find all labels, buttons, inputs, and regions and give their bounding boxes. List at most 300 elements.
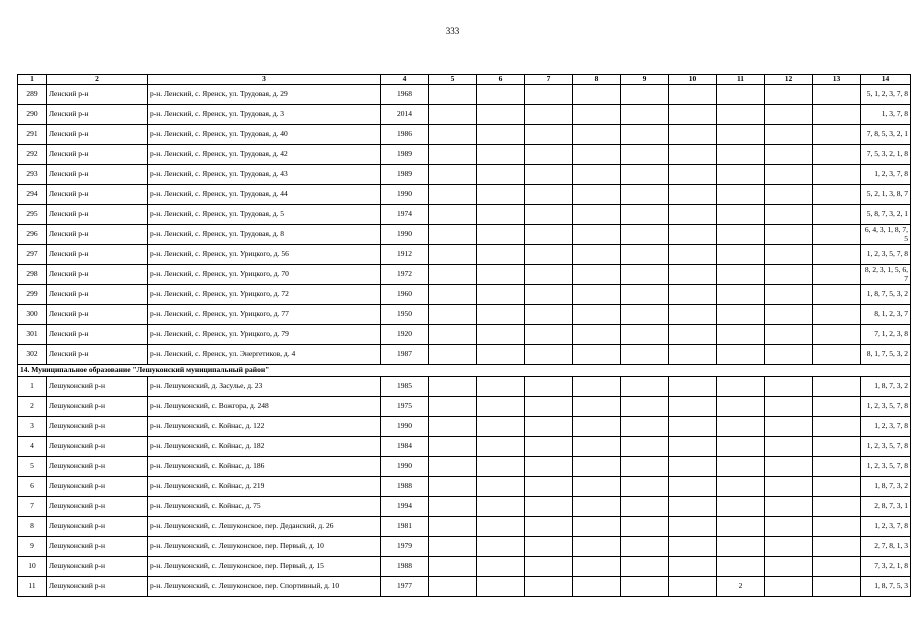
district-cell: Лешуконский р-н xyxy=(47,537,148,557)
column-13-cell xyxy=(813,125,861,145)
column-5-cell xyxy=(429,557,477,577)
column-9-cell xyxy=(621,225,669,245)
work-types-cell: 1, 2, 3, 7, 8 xyxy=(861,165,911,185)
row-number-cell: 4 xyxy=(18,437,47,457)
column-12-cell xyxy=(765,205,813,225)
column-11-cell xyxy=(717,497,765,517)
district-cell: Лешуконский р-н xyxy=(47,517,148,537)
address-cell: р-н. Лешуконский, с. Койнас, д. 186 xyxy=(148,457,381,477)
column-13-cell xyxy=(813,517,861,537)
year-cell: 1985 xyxy=(381,377,429,397)
row-number-cell: 294 xyxy=(18,185,47,205)
column-12-cell xyxy=(765,397,813,417)
district-cell: Лешуконский р-н xyxy=(47,557,148,577)
column-9-cell xyxy=(621,477,669,497)
column-6-cell xyxy=(477,305,525,325)
column-8-cell xyxy=(573,437,621,457)
table-row xyxy=(18,397,911,417)
row-number-cell: 6 xyxy=(18,477,47,497)
column-9-cell xyxy=(621,205,669,225)
column-6-cell xyxy=(477,457,525,477)
table-row xyxy=(18,557,911,577)
address-cell: р-н. Лешуконский, с. Лешуконское, пер. Первый, д. 15 xyxy=(148,557,381,577)
year-cell: 1968 xyxy=(381,85,429,105)
column-8-cell xyxy=(573,125,621,145)
column-11-cell xyxy=(717,165,765,185)
column-13-cell xyxy=(813,245,861,265)
row-number-cell: 292 xyxy=(18,145,47,165)
row-number-cell: 8 xyxy=(18,517,47,537)
column-8-cell xyxy=(573,165,621,185)
work-types-cell: 8, 1, 2, 3, 7 xyxy=(861,305,911,325)
table-row xyxy=(18,537,911,557)
section-title: 14. Муниципальное образование "Лешуконский муниципальный район" xyxy=(18,365,911,377)
column-13-cell xyxy=(813,477,861,497)
row-number-cell: 3 xyxy=(18,417,47,437)
work-types-cell: 8, 2, 3, 1, 5, 6, 7 xyxy=(861,265,911,285)
table-row xyxy=(18,265,911,285)
district-cell: Ленский р-н xyxy=(47,165,148,185)
column-9-cell xyxy=(621,437,669,457)
work-types-cell: 1, 8, 7, 5, 3, 2 xyxy=(861,285,911,305)
address-cell: р-н. Лешуконский, с. Койнас, д. 219 xyxy=(148,477,381,497)
column-11-cell xyxy=(717,437,765,457)
column-11-cell xyxy=(717,225,765,245)
column-6-cell xyxy=(477,225,525,245)
column-12-cell xyxy=(765,165,813,185)
column-12-cell xyxy=(765,457,813,477)
column-13-cell xyxy=(813,417,861,437)
column-7-cell xyxy=(525,397,573,417)
address-cell: р-н. Лешуконский, с. Койнас, д. 75 xyxy=(148,497,381,517)
table-row xyxy=(18,185,911,205)
column-8-cell xyxy=(573,397,621,417)
column-5-cell xyxy=(429,457,477,477)
table-row xyxy=(18,345,911,365)
work-types-cell: 1, 8, 7, 3, 2 xyxy=(861,477,911,497)
column-7-cell xyxy=(525,417,573,437)
column-7-cell xyxy=(525,285,573,305)
address-cell: р-н. Ленский, с. Яренск, ул. Трудовая, д. 42 xyxy=(148,145,381,165)
column-13-cell xyxy=(813,305,861,325)
address-cell: р-н. Ленский, с. Яренск, ул. Трудовая, д. 44 xyxy=(148,185,381,205)
column-6-cell xyxy=(477,517,525,537)
column-7-cell xyxy=(525,345,573,365)
district-cell: Ленский р-н xyxy=(47,265,148,285)
column-13-cell xyxy=(813,145,861,165)
year-cell: 1950 xyxy=(381,305,429,325)
column-12-cell xyxy=(765,345,813,365)
column-12-cell xyxy=(765,265,813,285)
column-header: 9 xyxy=(621,75,669,85)
district-cell: Ленский р-н xyxy=(47,285,148,305)
column-13-cell xyxy=(813,345,861,365)
column-12-cell xyxy=(765,285,813,305)
column-6-cell xyxy=(477,497,525,517)
column-8-cell xyxy=(573,537,621,557)
district-cell: Лешуконский р-н xyxy=(47,377,148,397)
column-9-cell xyxy=(621,105,669,125)
column-5-cell xyxy=(429,577,477,597)
address-cell: р-н. Ленский, с. Яренск, ул. Трудовая, д. 5 xyxy=(148,205,381,225)
column-9-cell xyxy=(621,417,669,437)
column-8-cell xyxy=(573,285,621,305)
column-5-cell xyxy=(429,497,477,517)
year-cell: 1912 xyxy=(381,245,429,265)
column-8-cell xyxy=(573,345,621,365)
column-12-cell xyxy=(765,477,813,497)
row-number-cell: 289 xyxy=(18,85,47,105)
column-header: 13 xyxy=(813,75,861,85)
table-row xyxy=(18,165,911,185)
column-8-cell xyxy=(573,85,621,105)
table-row xyxy=(18,497,911,517)
column-10-cell xyxy=(669,305,717,325)
column-12-cell xyxy=(765,245,813,265)
column-header: 6 xyxy=(477,75,525,85)
work-types-cell: 1, 2, 3, 5, 7, 8 xyxy=(861,437,911,457)
work-types-cell: 7, 1, 2, 3, 8 xyxy=(861,325,911,345)
column-11-cell xyxy=(717,285,765,305)
row-number-cell: 291 xyxy=(18,125,47,145)
registry-table xyxy=(17,74,911,597)
address-cell: р-н. Лешуконский, с. Лешуконское, пер. Первый, д. 10 xyxy=(148,537,381,557)
year-cell: 1984 xyxy=(381,437,429,457)
work-types-cell: 5, 8, 7, 3, 2, 1 xyxy=(861,205,911,225)
column-12-cell xyxy=(765,185,813,205)
work-types-cell: 5, 2, 1, 3, 8, 7 xyxy=(861,185,911,205)
column-5-cell xyxy=(429,285,477,305)
year-cell: 1972 xyxy=(381,265,429,285)
column-12-cell xyxy=(765,225,813,245)
row-number-cell: 2 xyxy=(18,397,47,417)
column-9-cell xyxy=(621,517,669,537)
column-11-cell xyxy=(717,205,765,225)
table-row xyxy=(18,417,911,437)
column-6-cell xyxy=(477,477,525,497)
column-10-cell xyxy=(669,165,717,185)
row-number-cell: 1 xyxy=(18,377,47,397)
column-6-cell xyxy=(477,165,525,185)
year-cell: 1974 xyxy=(381,205,429,225)
row-number-cell: 293 xyxy=(18,165,47,185)
district-cell: Лешуконский р-н xyxy=(47,457,148,477)
table-body xyxy=(18,85,911,597)
column-11-cell xyxy=(717,517,765,537)
column-10-cell xyxy=(669,437,717,457)
district-cell: Лешуконский р-н xyxy=(47,497,148,517)
column-8-cell xyxy=(573,185,621,205)
column-10-cell xyxy=(669,185,717,205)
column-11-cell xyxy=(717,305,765,325)
work-types-cell: 8, 1, 7, 5, 3, 2 xyxy=(861,345,911,365)
table-row xyxy=(18,125,911,145)
row-number-cell: 10 xyxy=(18,557,47,577)
column-8-cell xyxy=(573,225,621,245)
column-7-cell xyxy=(525,497,573,517)
row-number-cell: 7 xyxy=(18,497,47,517)
column-7-cell xyxy=(525,577,573,597)
address-cell: р-н. Лешуконский, с. Лешуконское, пер. Деданский, д. 26 xyxy=(148,517,381,537)
row-number-cell: 302 xyxy=(18,345,47,365)
column-5-cell xyxy=(429,205,477,225)
column-6-cell xyxy=(477,145,525,165)
column-9-cell xyxy=(621,145,669,165)
column-13-cell xyxy=(813,497,861,517)
column-12-cell xyxy=(765,145,813,165)
column-6-cell xyxy=(477,557,525,577)
column-header: 5 xyxy=(429,75,477,85)
column-header: 8 xyxy=(573,75,621,85)
column-12-cell xyxy=(765,305,813,325)
column-12-cell xyxy=(765,417,813,437)
column-13-cell xyxy=(813,105,861,125)
district-cell: Лешуконский р-н xyxy=(47,577,148,597)
district-cell: Лешуконский р-н xyxy=(47,417,148,437)
column-8-cell xyxy=(573,457,621,477)
column-11-cell xyxy=(717,85,765,105)
row-number-cell: 11 xyxy=(18,577,47,597)
row-number-cell: 295 xyxy=(18,205,47,225)
column-10-cell xyxy=(669,105,717,125)
district-cell: Ленский р-н xyxy=(47,345,148,365)
column-7-cell xyxy=(525,165,573,185)
column-7-cell xyxy=(525,145,573,165)
column-11-cell xyxy=(717,417,765,437)
year-cell: 1988 xyxy=(381,557,429,577)
column-9-cell xyxy=(621,325,669,345)
column-9-cell xyxy=(621,497,669,517)
column-6-cell xyxy=(477,377,525,397)
year-cell: 1979 xyxy=(381,537,429,557)
column-10-cell xyxy=(669,497,717,517)
column-6-cell xyxy=(477,417,525,437)
column-11-cell xyxy=(717,145,765,165)
column-13-cell xyxy=(813,205,861,225)
row-number-cell: 300 xyxy=(18,305,47,325)
district-cell: Ленский р-н xyxy=(47,225,148,245)
column-9-cell xyxy=(621,345,669,365)
column-5-cell xyxy=(429,165,477,185)
column-6-cell xyxy=(477,537,525,557)
table-row xyxy=(18,437,911,457)
column-9-cell xyxy=(621,377,669,397)
year-cell: 1990 xyxy=(381,417,429,437)
column-12-cell xyxy=(765,537,813,557)
column-header: 2 xyxy=(47,75,148,85)
column-13-cell xyxy=(813,377,861,397)
row-number-cell: 298 xyxy=(18,265,47,285)
column-5-cell xyxy=(429,437,477,457)
table-row xyxy=(18,225,911,245)
district-cell: Ленский р-н xyxy=(47,125,148,145)
column-13-cell xyxy=(813,397,861,417)
column-6-cell xyxy=(477,437,525,457)
district-cell: Лешуконский р-н xyxy=(47,477,148,497)
column-10-cell xyxy=(669,457,717,477)
column-5-cell xyxy=(429,345,477,365)
column-13-cell xyxy=(813,437,861,457)
column-7-cell xyxy=(525,437,573,457)
column-12-cell xyxy=(765,125,813,145)
column-5-cell xyxy=(429,145,477,165)
column-header: 1 xyxy=(18,75,47,85)
column-13-cell xyxy=(813,85,861,105)
year-cell: 1990 xyxy=(381,457,429,477)
column-9-cell xyxy=(621,557,669,577)
column-9-cell xyxy=(621,85,669,105)
column-8-cell xyxy=(573,477,621,497)
column-12-cell xyxy=(765,85,813,105)
column-5-cell xyxy=(429,185,477,205)
year-cell: 1990 xyxy=(381,185,429,205)
column-12-cell xyxy=(765,577,813,597)
column-7-cell xyxy=(525,85,573,105)
column-10-cell xyxy=(669,225,717,245)
column-7-cell xyxy=(525,517,573,537)
work-types-cell: 5, 1, 2, 3, 7, 8 xyxy=(861,85,911,105)
column-10-cell xyxy=(669,325,717,345)
column-10-cell xyxy=(669,577,717,597)
column-8-cell xyxy=(573,305,621,325)
column-9-cell xyxy=(621,265,669,285)
column-header: 3 xyxy=(148,75,381,85)
year-cell: 1986 xyxy=(381,125,429,145)
section-header-row xyxy=(18,365,911,377)
year-cell: 1981 xyxy=(381,517,429,537)
column-10-cell xyxy=(669,345,717,365)
row-number-cell: 299 xyxy=(18,285,47,305)
address-cell: р-н. Лешуконский, д. Засулье, д. 23 xyxy=(148,377,381,397)
work-types-cell: 1, 2, 3, 5, 7, 8 xyxy=(861,245,911,265)
column-13-cell xyxy=(813,577,861,597)
column-header: 10 xyxy=(669,75,717,85)
column-9-cell xyxy=(621,577,669,597)
row-number-cell: 290 xyxy=(18,105,47,125)
table-row xyxy=(18,477,911,497)
column-11-cell xyxy=(717,185,765,205)
column-11-cell xyxy=(717,377,765,397)
column-6-cell xyxy=(477,125,525,145)
column-10-cell xyxy=(669,537,717,557)
year-cell: 1989 xyxy=(381,165,429,185)
column-11-cell xyxy=(717,457,765,477)
column-11-cell xyxy=(717,557,765,577)
year-cell: 1960 xyxy=(381,285,429,305)
year-cell: 1990 xyxy=(381,225,429,245)
district-cell: Ленский р-н xyxy=(47,185,148,205)
column-10-cell xyxy=(669,377,717,397)
address-cell: р-н. Лешуконский, с. Койнас, д. 182 xyxy=(148,437,381,457)
address-cell: р-н. Ленский, с. Яренск, ул. Урицкого, д. 56 xyxy=(148,245,381,265)
column-12-cell xyxy=(765,497,813,517)
column-header: 12 xyxy=(765,75,813,85)
work-types-cell: 1, 3, 7, 8 xyxy=(861,105,911,125)
table-row xyxy=(18,105,911,125)
column-8-cell xyxy=(573,577,621,597)
column-6-cell xyxy=(477,105,525,125)
column-5-cell xyxy=(429,537,477,557)
column-11-cell xyxy=(717,245,765,265)
table-row xyxy=(18,325,911,345)
district-cell: Ленский р-н xyxy=(47,105,148,125)
column-11-cell xyxy=(717,125,765,145)
column-8-cell xyxy=(573,265,621,285)
column-header: 11 xyxy=(717,75,765,85)
column-7-cell xyxy=(525,557,573,577)
column-header: 14 xyxy=(861,75,911,85)
column-13-cell xyxy=(813,457,861,477)
column-10-cell xyxy=(669,205,717,225)
column-header: 4 xyxy=(381,75,429,85)
table-row xyxy=(18,145,911,165)
row-number-cell: 297 xyxy=(18,245,47,265)
row-number-cell: 296 xyxy=(18,225,47,245)
column-11-cell xyxy=(717,105,765,125)
column-7-cell xyxy=(525,125,573,145)
column-6-cell xyxy=(477,185,525,205)
year-cell: 1994 xyxy=(381,497,429,517)
column-5-cell xyxy=(429,477,477,497)
column-7-cell xyxy=(525,265,573,285)
address-cell: р-н. Ленский, с. Яренск, ул. Трудовая, д. 8 xyxy=(148,225,381,245)
column-8-cell xyxy=(573,517,621,537)
column-6-cell xyxy=(477,265,525,285)
table-row xyxy=(18,305,911,325)
column-7-cell xyxy=(525,185,573,205)
column-9-cell xyxy=(621,165,669,185)
address-cell: р-н. Ленский, с. Яренск, ул. Трудовая, д. 40 xyxy=(148,125,381,145)
work-types-cell: 1, 8, 7, 3, 2 xyxy=(861,377,911,397)
work-types-cell: 7, 8, 5, 3, 2, 1 xyxy=(861,125,911,145)
year-cell: 1987 xyxy=(381,345,429,365)
column-13-cell xyxy=(813,225,861,245)
column-10-cell xyxy=(669,125,717,145)
address-cell: р-н. Ленский, с. Яренск, ул. Трудовая, д. 29 xyxy=(148,85,381,105)
table-row xyxy=(18,205,911,225)
district-cell: Ленский р-н xyxy=(47,85,148,105)
page-number: 333 xyxy=(445,26,460,36)
column-10-cell xyxy=(669,145,717,165)
address-cell: р-н. Ленский, с. Яренск, ул. Урицкого, д. 70 xyxy=(148,265,381,285)
column-11-cell xyxy=(717,325,765,345)
table-row xyxy=(18,285,911,305)
column-5-cell xyxy=(429,85,477,105)
column-5-cell xyxy=(429,105,477,125)
column-6-cell xyxy=(477,345,525,365)
column-10-cell xyxy=(669,417,717,437)
column-8-cell xyxy=(573,145,621,165)
column-5-cell xyxy=(429,517,477,537)
year-cell: 1988 xyxy=(381,477,429,497)
column-8-cell xyxy=(573,325,621,345)
table-row xyxy=(18,517,911,537)
address-cell: р-н. Ленский, с. Яренск, ул. Трудовая, д. 3 xyxy=(148,105,381,125)
column-9-cell xyxy=(621,397,669,417)
year-cell: 1977 xyxy=(381,577,429,597)
column-7-cell xyxy=(525,245,573,265)
column-6-cell xyxy=(477,245,525,265)
column-6-cell xyxy=(477,397,525,417)
column-10-cell xyxy=(669,245,717,265)
column-5-cell xyxy=(429,325,477,345)
column-5-cell xyxy=(429,245,477,265)
column-6-cell xyxy=(477,577,525,597)
table-row xyxy=(18,377,911,397)
row-number-cell: 5 xyxy=(18,457,47,477)
address-cell: р-н. Лешуконский, с. Вожгора, д. 248 xyxy=(148,397,381,417)
work-types-cell: 1, 2, 3, 5, 7, 8 xyxy=(861,457,911,477)
